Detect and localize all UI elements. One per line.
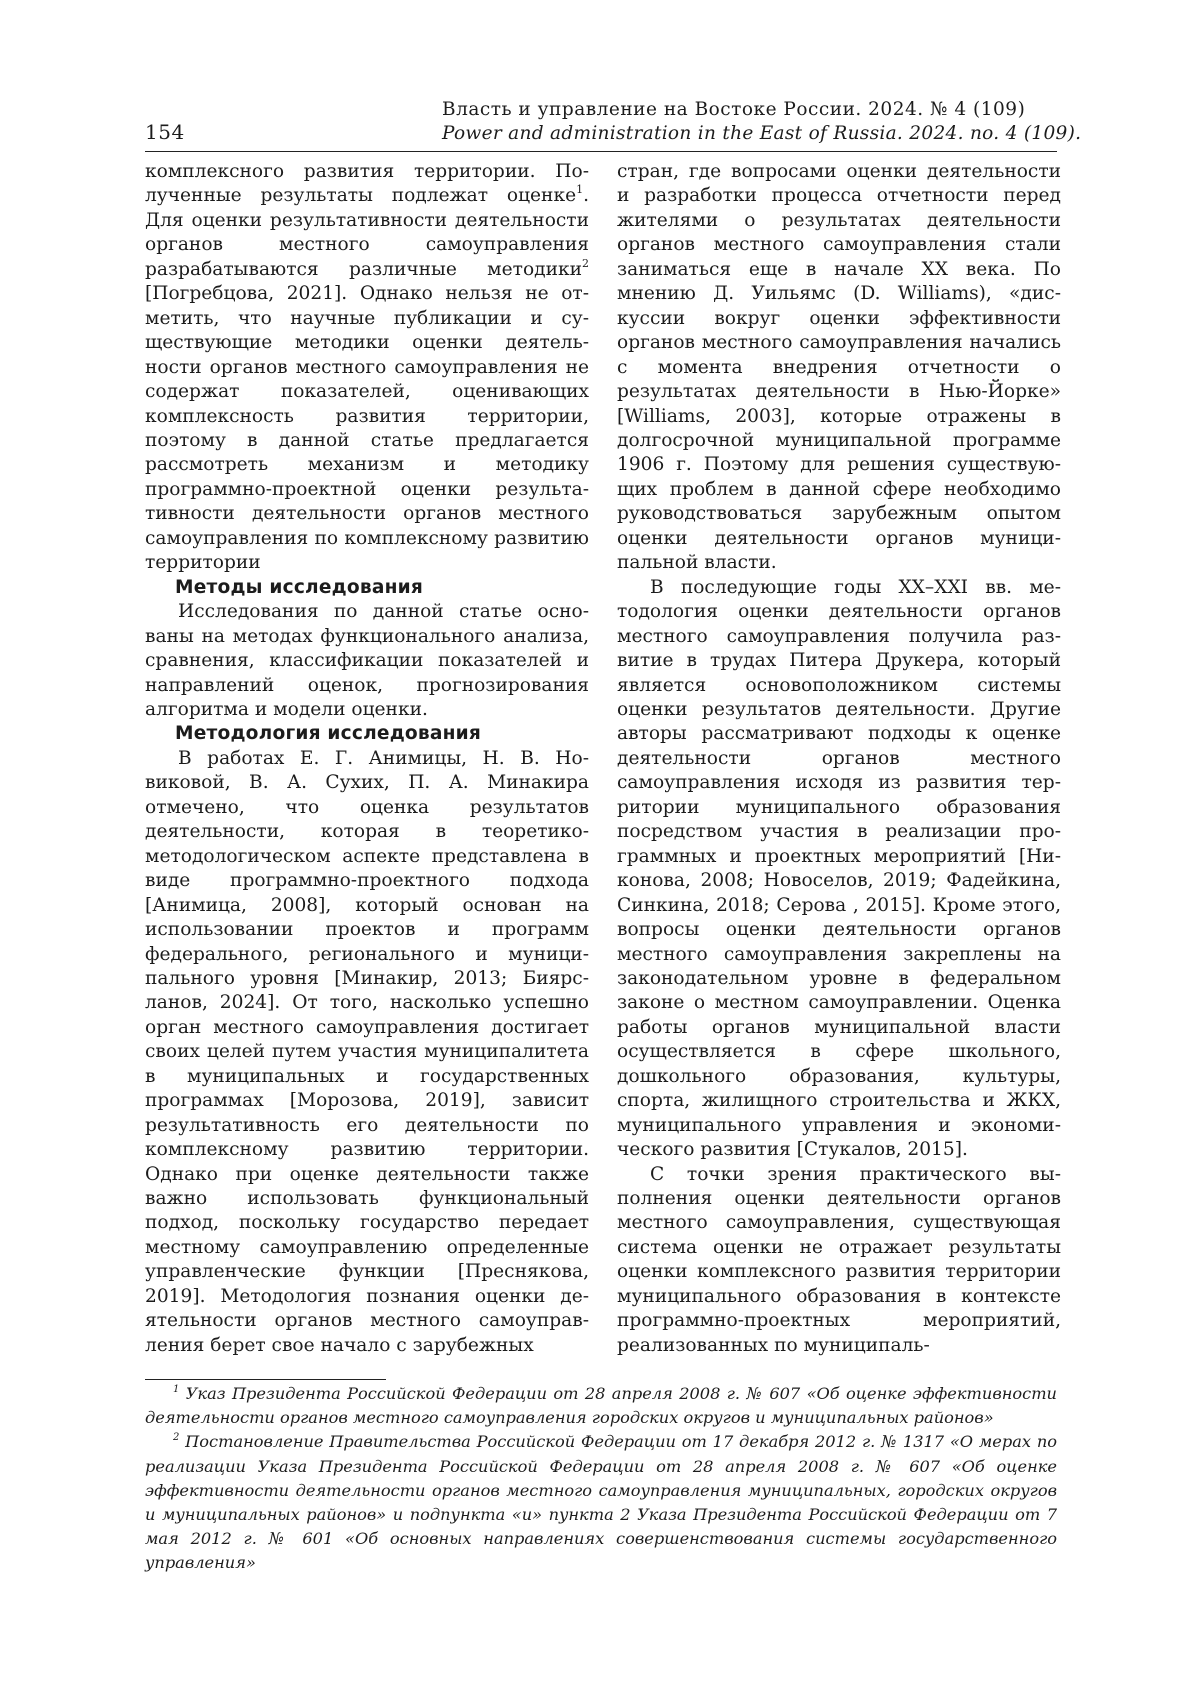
footnote-ref-2: 2 bbox=[582, 256, 589, 270]
section-heading-methodology: Методология исследования bbox=[175, 723, 482, 745]
footnote-ref-1: 1 bbox=[576, 183, 584, 197]
footnote-1 bbox=[145, 1382, 1057, 1430]
page-header bbox=[0, 0, 1200, 160]
footnote-rule bbox=[145, 1379, 386, 1380]
paragraph-text: . Для оценки результативности деятельности органов местного самоуправления разрабатываются различные методики bbox=[145, 185, 589, 280]
footnote-text-2: Постановление Правительства Российской Федерации от 17 декабря 2012 г. № 1317 «О мерах по реализации Указа Президента Российской Федерации от 28 апреля 2008 г. № 607 «Об оценке эффективности деятельности органов местного самоуправления муниципальных, городских округов и муниципальных районов» и подпункта «и» пункта 2 Указа Президента Российской Федерации от 7 мая 2012 г. № 601 «Об основных направлениях совершенствования системы государственного управления» bbox=[145, 1432, 1057, 1573]
paragraph-methods: Исследования по данной статье основаны на методах функционального анализа, сравнения, классификации показателей и направлений оценок, прогнозирования алгоритма и модели оценки. bbox=[145, 601, 589, 720]
paragraph-foreign-origins: стран, где вопросами оценки деятельности и разработки процесса отчетности перед жителями о результатах деятельности органов местного самоуправления стали заниматься еще в начале XX века. По мнению Д. Уильямс (D. Williams), «дискуссии вокруг оценки эффективности органов местного самоуправления начались с момента внедрения отчетности о результатах деятельности в Нью-Йорке» [Williams, 2003], которые отражены в долгосрочной муниципальной программе 1906 г. Поэтому для решения существующих проблем в данной сфере необходимо руководствоваться зарубежным опытом оценки деятельности органов муниципальной власти. bbox=[617, 161, 1061, 574]
paragraph-methodology: В работах Е. Г. Анимицы, Н. В. Новиковой, В. А. Сухих, П. А. Минакира отмечено, что оценка результатов деятельности, которая в теоретико-методологическом аспекте представлена в виде программно-проектного подхода [Анимица, 2008], который основан на использовании проектов и программ федерального, регионального и муниципального уровня [Минакир, 2013; Биярсланов, 2024]. От того, насколько успешно орган местного самоуправления достигает своих целей путем участия муниципалитета в муниципальных и государственных программах [Морозова, 2019], зависит результативность его деятельности по комплексному развитию территории. Однако при оценке деятельности также важно использовать функциональный подход, поскольку государство передает местному самоуправлению определенные управленческие функции [Преснякова, 2019]. Методология познания оценки деятельности органов местного самоуправления берет свое начало с зарубежных bbox=[145, 747, 589, 1356]
header-rule bbox=[145, 151, 1057, 152]
footnote-text-1: Указ Президента Российской Федерации от 28 апреля 2008 г. № 607 «Об оценке эффективности деятельности органов местного самоуправления городских округов и муниципальных районов» bbox=[145, 1384, 1057, 1428]
section-heading-methods: Методы исследования bbox=[175, 576, 423, 598]
right-column bbox=[617, 160, 1061, 1358]
journal-title-ru: Власть и управление на Востоке России. 2024. № 4 (109) bbox=[442, 99, 1026, 120]
journal-title-en: Power and administration in the East of Russia. 2024. no. 4 (109). bbox=[442, 123, 1082, 144]
paragraph-intro-continued bbox=[145, 160, 589, 576]
left-column bbox=[145, 160, 589, 1358]
paragraph-later-years: В последующие годы XX–XXI вв. методология оценки деятельности органов местного самоуправления получила развитие в трудах Питера Друкера, который является основоположником системы оценки результатов деятельности. Другие авторы рассматривают подходы к оценке деятельности органов местного самоуправления исходя из развития территории муниципального образования посредством участия в реализации программных и проектных мероприятий [Никонова, 2008; Новоселов, 2019; Фадейкина, Синкина, 2018; Серова , 2015]. Кроме этого, вопросы оценки деятельности органов местного самоуправления закреплены на законодательном уровне в федеральном законе о местном самоуправлении. Оценка работы органов муниципальной власти осуществляется в сфере школьного, дошкольного образования, культуры, спорта, жилищного строительства и ЖКХ, муниципального управления и экономического развития [Стукалов, 2015]. bbox=[617, 576, 1061, 1161]
footnote-2 bbox=[145, 1430, 1057, 1575]
footnote-marker-2: 2 bbox=[173, 1432, 180, 1444]
paragraph-practical: С точки зрения практического выполнения оценки деятельности органов местного самоуправления, существующая система оценки не отражает результаты оценки комплексного развития территории муниципального образования в контексте программно-проектных мероприятий, реализованных по муниципаль- bbox=[617, 1163, 1061, 1356]
page-number: 154 bbox=[145, 120, 185, 144]
footnotes bbox=[145, 1382, 1057, 1576]
footnote-marker-1: 1 bbox=[173, 1384, 180, 1395]
paragraph-text: [Погребцова, 2021]. Однако нельзя не отметить, что научные публикации и существующие методики оценки деятельности органов местного самоуправления не содержат показателей, оценивающих комплексность развития территории, поэтому в данной статье предлагается рассмотреть механизм и методику программно-проектной оценки результативности деятельности органов местного самоуправления по комплексному развитию территории bbox=[145, 283, 589, 574]
paragraph-text: комплексного развития территории. Полученные результаты подлежат оценке bbox=[145, 161, 589, 207]
